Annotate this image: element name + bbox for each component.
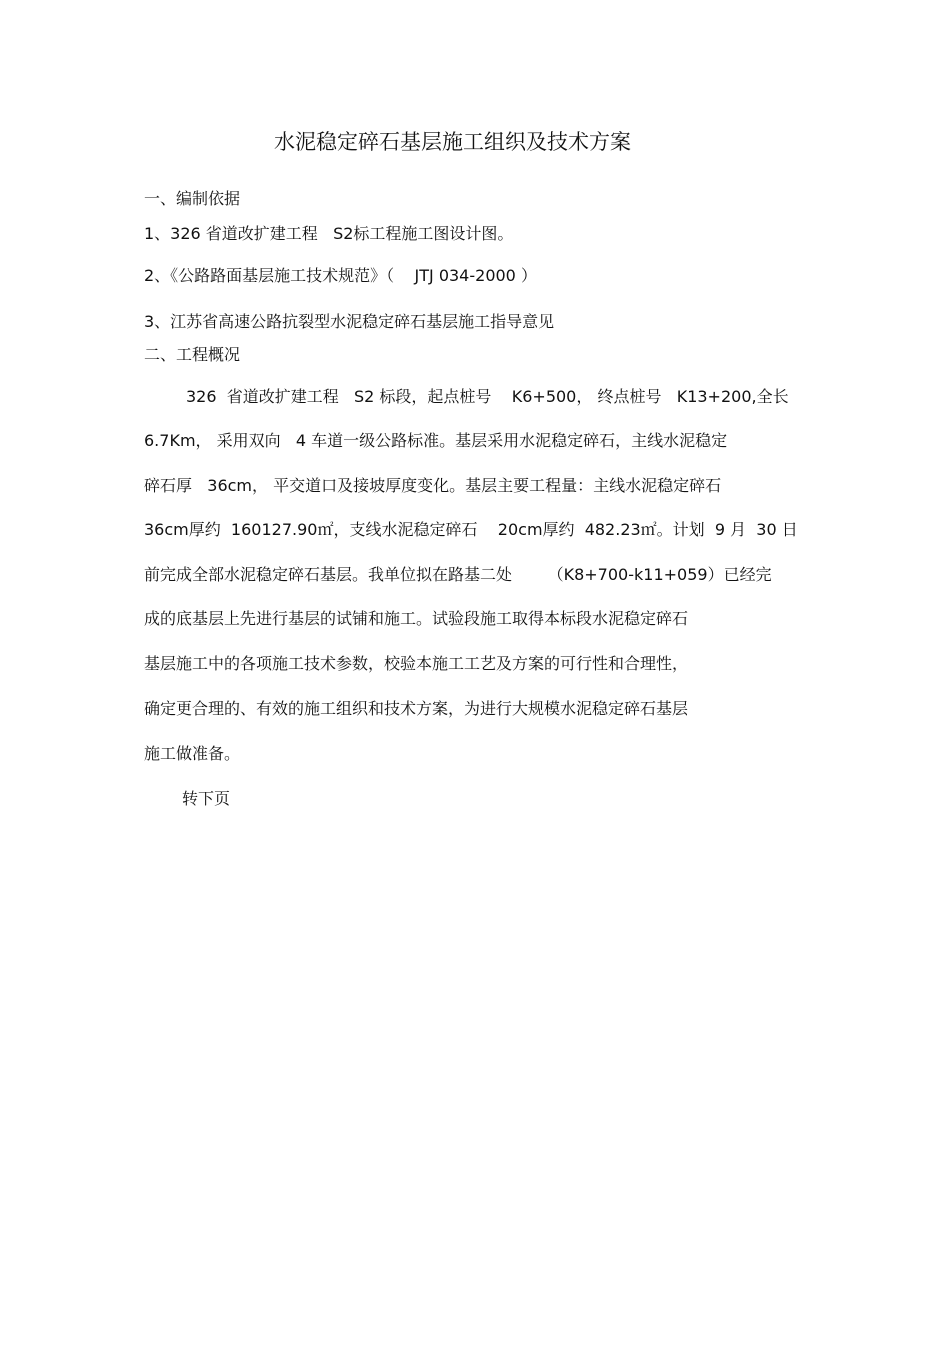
paragraph-line-3: 碎石厚 36cm， 平交道口及接坡厚度变化。基层主要工程量：主线水泥稳定碎石 xyxy=(144,476,722,495)
section1-item-1: 1、326 省道改扩建工程 S2标工程施工图设计图。 xyxy=(144,224,514,243)
paragraph-line-9: 施工做准备。 xyxy=(144,744,241,763)
paragraph-line-4: 36cm厚约 160127.90㎡，支线水泥稳定碎石 20cm厚约 482.23㎡。计划 9 月 30 日 xyxy=(144,520,798,539)
paragraph-line-5: 前完成全部水泥稳定碎石基层。我单位拟在路基二处 （K8+700-k11+059）已经完 xyxy=(144,565,772,584)
paragraph-line-8: 确定更合理的、有效的施工组织和技术方案，为进行大规模水泥稳定碎石基层 xyxy=(144,699,689,718)
paragraph-line-6: 成的底基层上先进行基层的试铺和施工。试验段施工取得本标段水泥稳定碎石 xyxy=(144,609,689,628)
section2-heading: 二、工程概况 xyxy=(144,345,241,364)
section1-heading: 一、编制依据 xyxy=(144,189,241,208)
paragraph-line-2: 6.7Km， 采用双向 4 车道一级公路标准。基层采用水泥稳定碎石，主线水泥稳定 xyxy=(144,431,728,450)
paragraph-line-7: 基层施工中的各项施工技术参数，校验本施工工艺及方案的可行性和合理性， xyxy=(144,654,689,673)
continued-next-page-note: 转下页 xyxy=(182,789,231,808)
document-title: 水泥稳定碎石基层施工组织及技术方案 xyxy=(274,130,631,154)
paragraph-line-1: 326 省道改扩建工程 S2 标段，起点桩号 K6+500， 终点桩号 K13+200,全长 xyxy=(186,387,789,406)
section1-item-2: 2、《公路路面基层施工技术规范》（ JTJ 034-2000 ） xyxy=(144,266,537,285)
section1-item-3: 3、江苏省高速公路抗裂型水泥稳定碎石基层施工指导意见 xyxy=(144,312,555,331)
